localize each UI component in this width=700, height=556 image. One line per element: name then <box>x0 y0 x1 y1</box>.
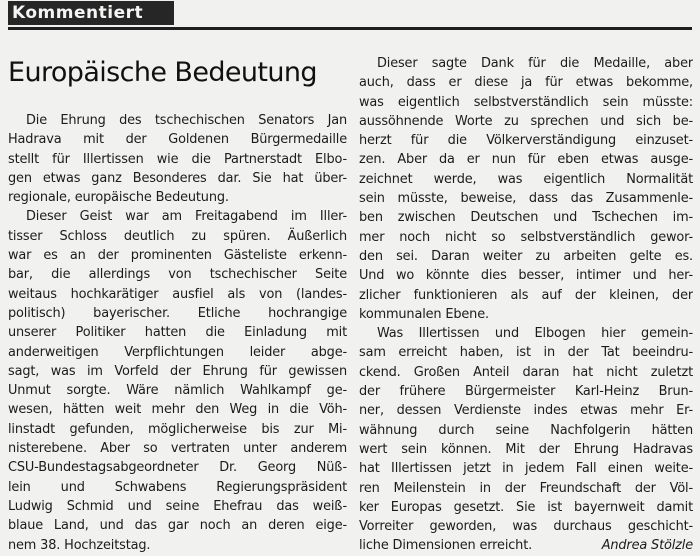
text-line: der frühere Bürgermeister Karl-Heinz Brun- <box>359 384 693 400</box>
text-line: lein und Schwabens Regierungspräsident <box>8 479 347 495</box>
text-line: zeichnet werde, was eigentlich Normalität <box>359 171 693 187</box>
text-line: nisterebene. Aber so vertraten unter anderem <box>8 441 347 457</box>
text-line: ckend. Großen Anteil daran hat nicht zuletzt <box>359 364 693 380</box>
closing-text: liche Dimensionen erreicht. <box>359 538 533 554</box>
text-line: unserer Politiker hatten die Einladung mit <box>8 325 347 341</box>
text-line: regionale, europäische Bedeutung. <box>8 190 229 206</box>
text-line: wesen, hätten weit mehr den Weg in die Vöh- <box>8 402 347 418</box>
text-line: weitaus hochkarätiger ausfiel als von (landes- <box>8 286 347 302</box>
text-line: Die Ehrung des tschechischen Senators Jan <box>26 113 347 128</box>
text-line: Dieser Geist war am Freitagabend im Iller- <box>26 209 347 225</box>
text-line: nem 38. Hochzeitstag. <box>8 537 151 553</box>
text-line: was eigentlich selbstverständlich sein müsste: <box>359 94 693 110</box>
text-line: sein müsste, beweise, dass das Zusammenle- <box>359 191 693 207</box>
text-line: Vorreiter geworden, was durchaus geschicht- <box>359 519 693 535</box>
text-line: hat Illertissen jetzt in jedem Fall einen weite- <box>359 461 693 477</box>
text-line: war es an der prominenten Gästeliste erkenn- <box>8 248 347 264</box>
text-line: wert sein können. Mit der Ehrung Hadravas <box>359 441 693 457</box>
text-line: wähnung durch seine Nachfolgerin hätten <box>359 422 693 438</box>
text-line: sagt, was im Vorfeld der Ehrung für gewissen <box>8 363 347 379</box>
article-headline: Europäische Bedeutung <box>8 57 317 88</box>
text-line: ker Europas gesetzt. Sie ist bayernweit damit <box>359 499 693 515</box>
text-line: kommunalen Ebene. <box>359 306 489 322</box>
text-line: Unmut sorgte. Wäre nämlich Wahlkampf ge- <box>8 383 347 399</box>
text-line: Dieser sagte Dank für die Medaille, aber <box>377 56 693 71</box>
text-line: anderweitigen Verpflichtungen leider abge- <box>8 344 347 360</box>
text-line: blaue Land, und das gar noch an deren eige- <box>8 518 347 534</box>
article-column-right <box>359 54 693 556</box>
text-line: CSU-Bundestagsabgeordneter Dr. Georg Nüß- <box>8 460 347 476</box>
text-line: zen. Aber da er nun für eben etwas ausge- <box>359 152 693 168</box>
text-line: ner, dessen Verdienste indes etwas mehr Er- <box>359 403 693 419</box>
text-line: ben zwischen Deutschen und Tschechen im- <box>359 210 693 226</box>
text-line: Was Illertissen und Elbogen hier gemein- <box>377 326 693 342</box>
text-line: stellt für Illertissen wie die Partnerstadt Elbo- <box>8 151 347 167</box>
section-label: Kommentiert <box>8 1 174 25</box>
text-line: gen etwas ganz Besonderes dar. Sie hat über- <box>8 170 347 186</box>
text-line: mer noch nicht so selbstverständlich gewor- <box>359 229 693 245</box>
text-line: auch, dass er diese ja für etwas bekomme, <box>359 75 693 91</box>
text-line: Hadrava mit der Goldenen Bürgermedaille <box>8 132 347 148</box>
text-line: aussöhnende Worte zu sprechen und sich be- <box>359 113 693 129</box>
text-line: zlicher funktionieren als auf der kleinen, der <box>359 287 693 303</box>
text-line: linstadt gefunden, möglicherweise bis zur Mi- <box>8 421 347 437</box>
text-line: Und wo könnte dies besser, intimer und her- <box>359 268 693 284</box>
article-column-left <box>8 111 347 555</box>
text-line: den sei. Daran weiter zu arbeiten gelte es. <box>359 248 693 264</box>
text-line: politisch) bayerischer. Etliche hochrangige <box>8 305 347 321</box>
section-rule <box>8 27 692 30</box>
text-line: tisser Schloss deutlich zu spüren. Äußerlich <box>8 228 347 244</box>
text-line: herzt für die Völkerverständigung einzuset- <box>359 133 693 149</box>
text-line: ren Meilenstein in der Freundschaft der Völ- <box>359 480 693 496</box>
text-line: bar, die allerdings von tschechischer Seite <box>8 267 347 283</box>
text-line: Ludwig Schmid und seine Ehefrau das weiß- <box>8 498 347 514</box>
author-signature: Andrea Stölzle <box>601 538 693 554</box>
text-line: sam erreicht haben, ist in der Tat beeindru- <box>359 345 693 361</box>
closing-line <box>359 536 693 555</box>
